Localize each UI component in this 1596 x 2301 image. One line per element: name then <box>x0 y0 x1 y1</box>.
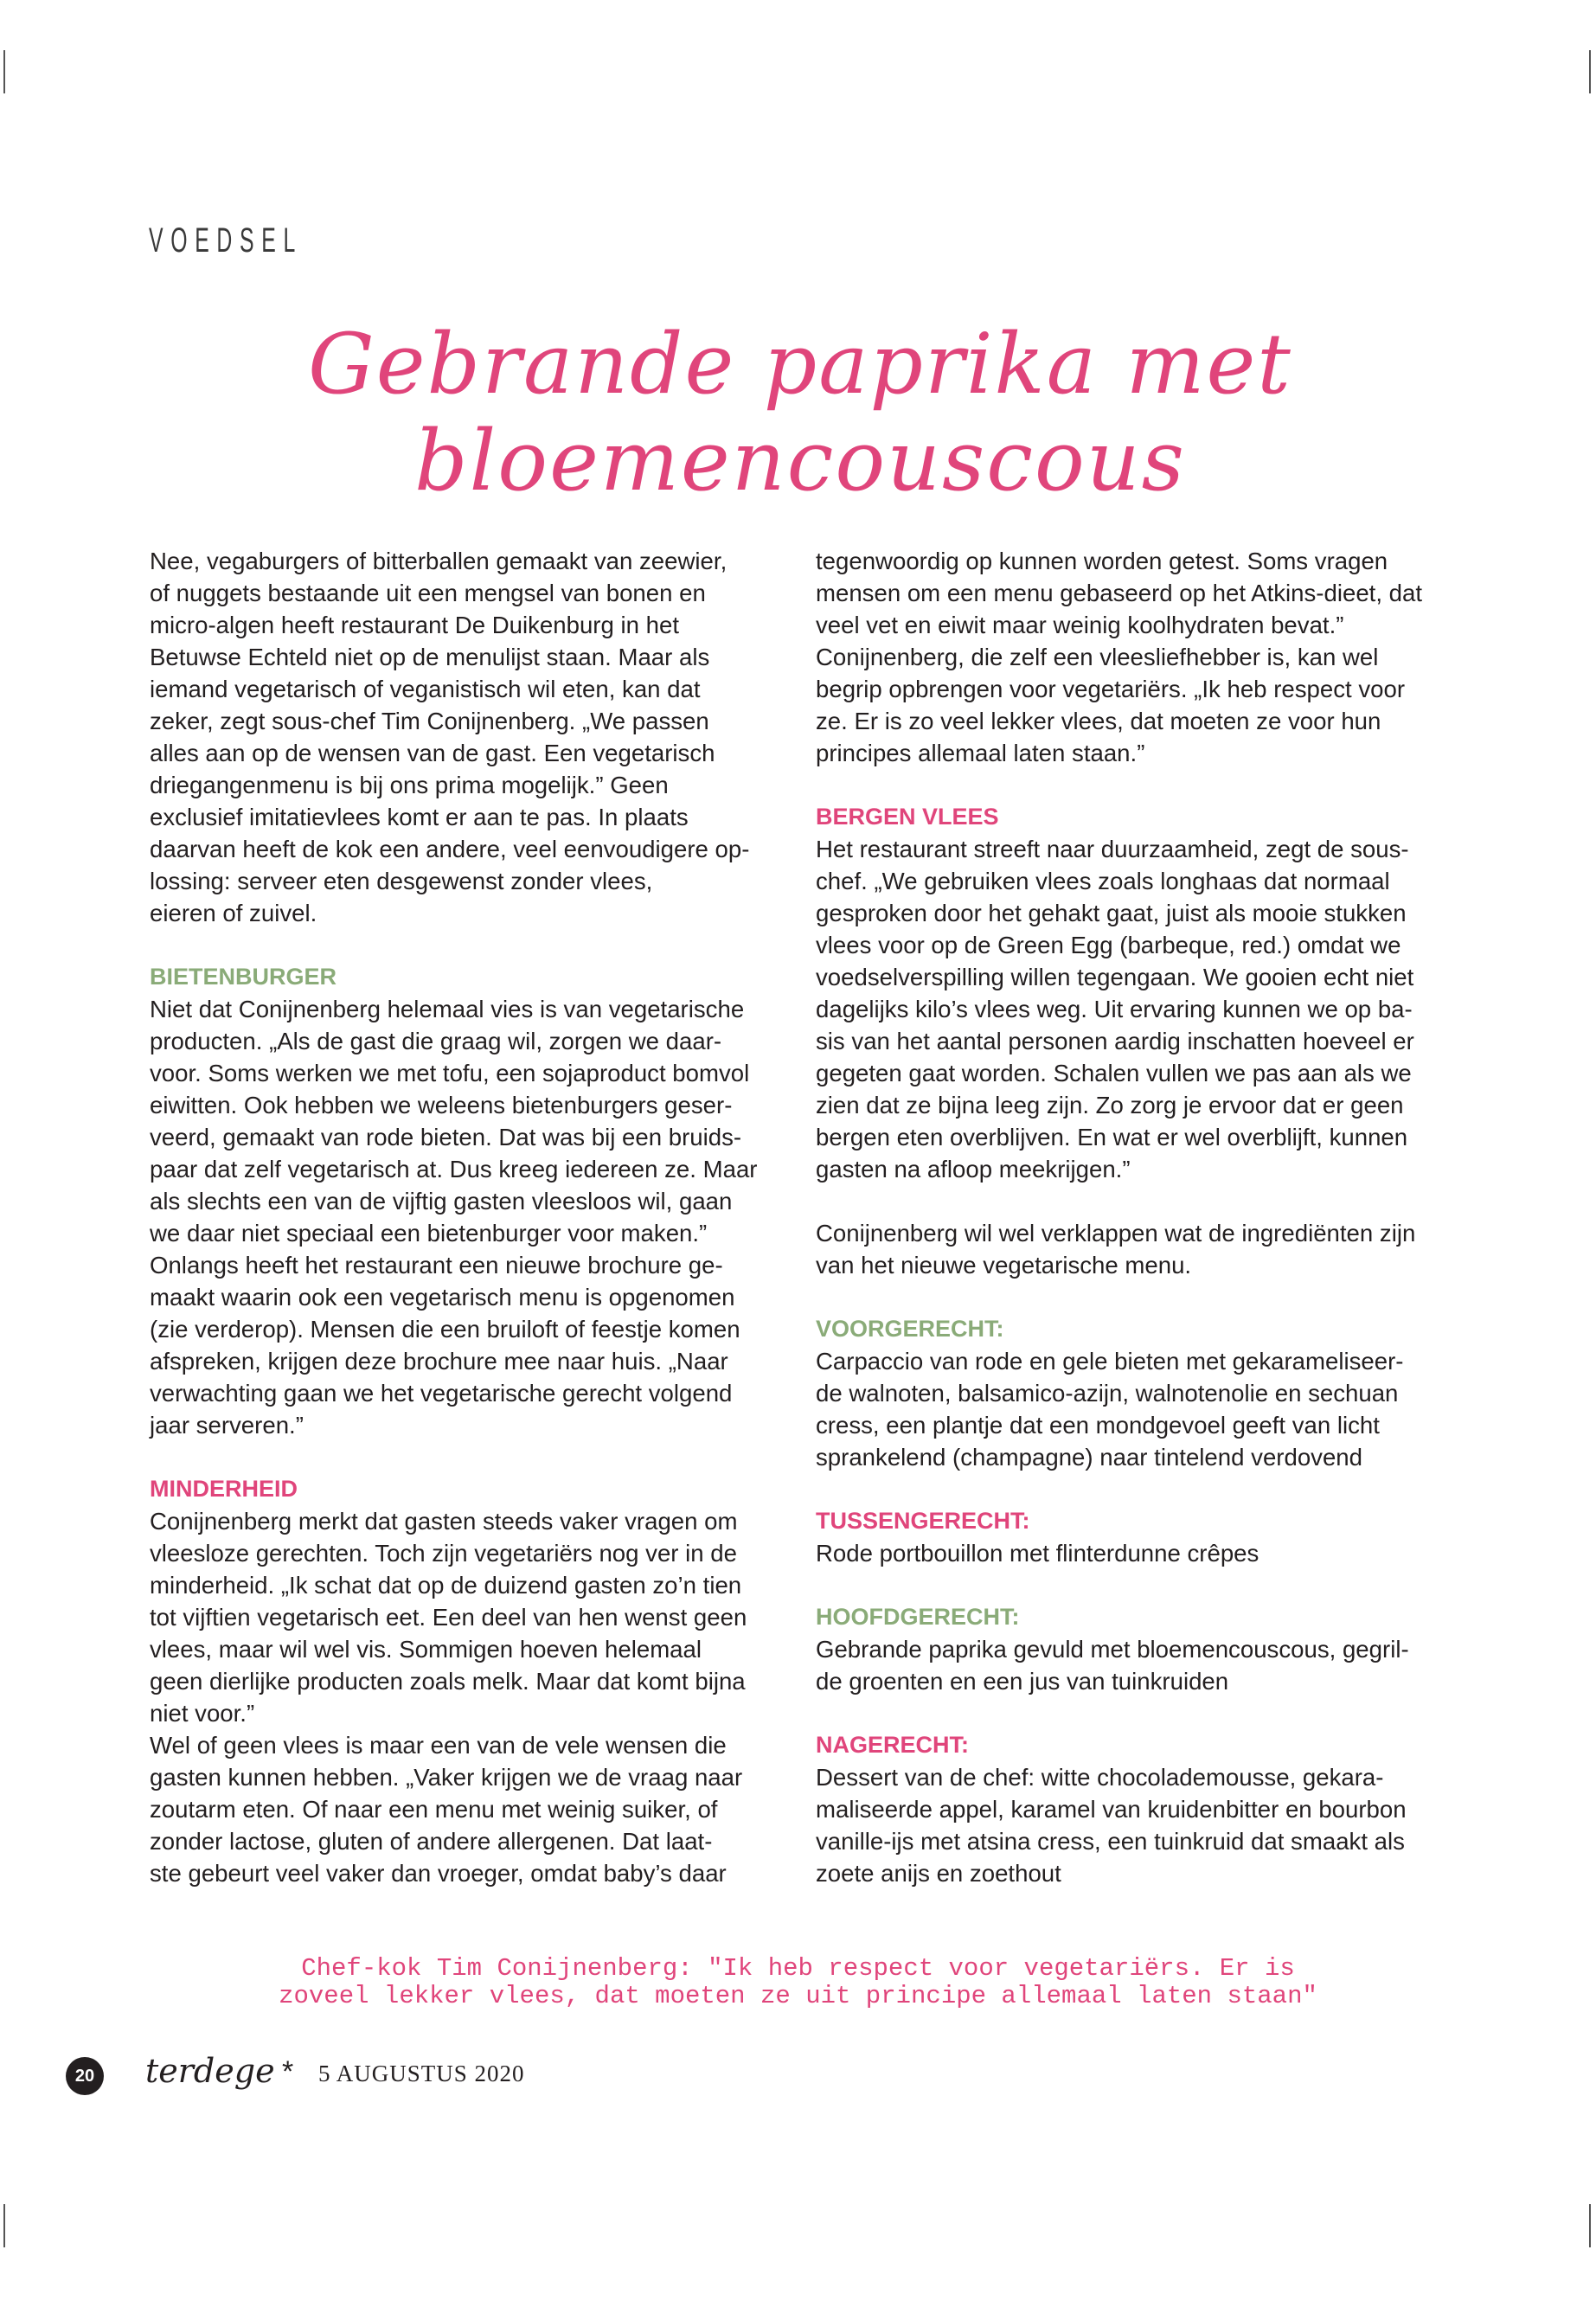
crop-mark-top-left <box>3 50 5 93</box>
paragraph-nagerecht: Dessert van de chef: witte chocolademousse, gekara- maliseerde appel, karamel van kruidenbitter en bourbon vanille-ijs met atsina cress, een tuinkruid dat smaakt als zoete anijs en zoethout <box>816 1764 1407 1887</box>
subheading-nagerecht: NAGERECHT: <box>816 1732 970 1758</box>
paragraph-hoofdgerecht: Gebrande paprika gevuld met bloemencouscous, gegril- de groenten en een jus van tuinkruiden <box>816 1636 1409 1695</box>
paragraph-minderheid: Conijnenberg merkt dat gasten steeds vaker vragen om vleesloze gerechten. Toch zijn vegetariërs nog ver in de minderheid. „Ik schat dat op de duizend gasten zo’n tien tot vijftien vegetarisch eet. Een deel van hen wenst geen vlees, maar wil wel vis. Sommigen hoeven helemaal geen dierlijke producten zoals melk. Maar dat komt bijna niet voor.” Wel of geen vlees is maar een van de vele wensen die gasten kunnen hebben. „Vaker krijgen we de vraag naar zoutarm eten. Of naar een menu met weinig suiker, of zonder lactose, gluten of andere allergenen. Dat laat- ste gebeurt veel vaker dan vroeger, omdat baby’s daar <box>150 1508 747 1887</box>
intro-paragraph: Nee, vegaburgers of bitterballen gemaakt van zeewier, of nuggets bestaande uit een mengsel van bonen en micro-algen heeft restaurant De Duikenburg in het Betuwse Echteld niet op de menulijst staan. Maar als iemand vegetarisch of veganistisch wil eten, kan dat zeker, zegt sous-chef Tim Conijnenberg. „We passen alles aan op de wensen van de gast. Een vegetarisch driegangenmenu is bij ons prima mogelijk.” Geen exclusief imitatievlees komt er aan te pas. In plaats daarvan heeft de kok een andere, veel eenvoudigere op- lossing: serveer eten desgewenst zonder vlees, eieren of zuivel. <box>150 548 750 926</box>
page-number-badge: 20 <box>66 2057 104 2095</box>
paragraph-voorgerecht: Carpaccio van rode en gele bieten met gekarameliseer- de walnoten, balsamico-azijn, walnotenolie en sechuan cress, een plantje dat een mondgevoel geeft van licht sprankelend (champagne) naar tintelend verdovend <box>816 1348 1404 1471</box>
issue-date: 5 AUGUSTUS 2020 <box>318 2061 525 2086</box>
section-label: VOEDSEL <box>149 221 303 260</box>
subheading-hoofdgerecht: HOOFDGERECHT: <box>816 1604 1020 1630</box>
paragraph-continued: tegenwoordig op kunnen worden getest. Soms vragen mensen om een menu gebaseerd op het Atkins-dieet, dat veel vet en eiwit maar weinig koolhydraten bevat.” Conijnenberg, die zelf een vleesliefhebber is, kan wel begrip opbrengen voor vegetariërs. „Ik heb respect voor ze. Er is zo veel lekker vlees, dat moeten ze voor hun principes allemaal laten staan.” <box>816 548 1423 766</box>
magazine-logo: terdege <box>145 2052 275 2090</box>
crop-mark-top-right <box>1589 50 1591 93</box>
paragraph-tussengerecht: Rode portbouillon met flinterdunne crêpes <box>816 1540 1259 1567</box>
subheading-minderheid: MINDERHEID <box>150 1476 298 1502</box>
pull-quote: Chef-kok Tim Conijnenberg: "Ik heb respect voor vegetariërs. Er is zoveel lekker vlees, dat moeten ze uit principe allemaal laten staan" <box>279 1954 1317 2010</box>
subheading-bietenburger: BIETENBURGER <box>150 964 337 990</box>
subheading-voorgerecht: VOORGERECHT: <box>816 1316 1004 1342</box>
paragraph-menu-intro: Conijnenberg wil wel verklappen wat de ingrediënten zijn van het nieuwe vegetarische menu. <box>816 1220 1416 1279</box>
asterisk-separator: * <box>282 2055 294 2088</box>
left-column <box>150 545 785 1889</box>
paragraph-bietenburger: Niet dat Conijnenberg helemaal vies is van vegetarische producten. „Als de gast die graag wil, zorgen we daar- voor. Soms werken we met tofu, een sojaproduct bomvol eiwitten. Ook hebben we weleens bietenburgers geser- veerd, gemaakt van rode bieten. Dat was bij een bruids- paar dat zelf vegetarisch at. Dus kreeg iedereen ze. Maar als slechts een van de vijftig gasten vleesloos wil, gaan we daar niet speciaal een bietenburger voor maken.” Onlangs heeft het restaurant een nieuwe brochure ge- maakt waarin ook een vegetarisch menu is opgenomen (zie verderop). Mensen die een bruiloft of feestje komen afspreken, krijgen deze brochure mee naar huis. „Naar verwachting gaan we het vegetarische gerecht volgend jaar serveren.” <box>150 996 758 1439</box>
right-column <box>816 545 1452 1889</box>
subheading-tussengerecht: TUSSENGERECHT: <box>816 1508 1030 1534</box>
subheading-bergen-vlees: BERGEN VLEES <box>816 804 999 830</box>
crop-mark-bottom-right <box>1589 2204 1591 2247</box>
article-title: Gebrande paprika met bloemencouscous <box>308 316 1292 510</box>
crop-mark-bottom-left <box>3 2204 5 2247</box>
paragraph-bergen-vlees: Het restaurant streeft naar duurzaamheid, zegt de sous- chef. „We gebruiken vlees zoals longhaas dat normaal gesproken door het gehakt gaat, juist als mooie stukken vlees voor op de Green Egg (barbeque, red.) omdat we voedselverspilling willen tegengaan. We gooien echt niet dagelijks kilo’s vlees weg. Uit ervaring kunnen we op ba- sis van het aantal personen aardig inschatten hoeveel er gegeten gaat worden. Schalen vullen we pas aan als we zien dat ze bijna leeg zijn. Zo zorg je ervoor dat er geen bergen eten overblijven. En wat er wel overblijft, kunnen gasten na afloop meekrijgen.” <box>816 836 1414 1183</box>
